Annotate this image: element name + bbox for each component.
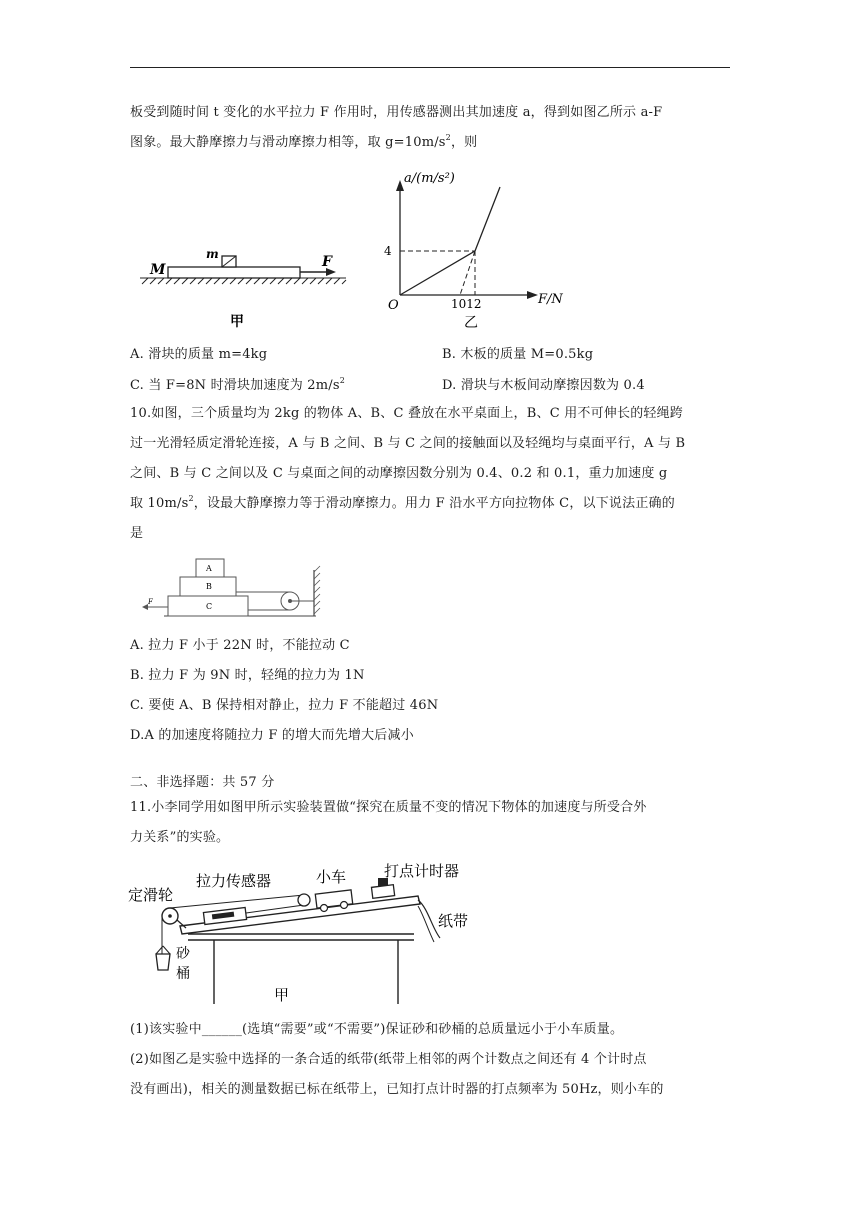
q10-text-line2: 过一光滑轻质定滑轮连接，A 与 B 之间、B 与 C 之间的接触面以及轻绳均与桌面平行，A 与 B bbox=[130, 436, 686, 451]
caption-yi: 乙 bbox=[464, 315, 478, 331]
q9-option-d: D. 滑块与木板间动摩擦因数为 0.4 bbox=[442, 378, 645, 393]
q10-option-d: D.A 的加速度将随拉力 F 的增大而先增大后减小 bbox=[130, 728, 414, 743]
header-rule bbox=[130, 67, 730, 68]
q9-option-b: B. 木板的质量 M=0.5kg bbox=[442, 347, 594, 362]
q11-part2-line1: (2)如图乙是实验中选择的一条合适的纸带(纸带上相邻的两个计数点之间还有 4 个计时点 bbox=[130, 1052, 647, 1067]
x-axis-label: F/N bbox=[538, 292, 563, 307]
label-b: B bbox=[206, 582, 212, 591]
label-a: A bbox=[206, 564, 212, 573]
label-pulley: 定滑轮 bbox=[128, 886, 174, 904]
q9-figure-jia bbox=[138, 238, 348, 342]
q9-text-line1: 板受到随时间 t 变化的水平拉力 F 作用时，用传感器测出其加速度 a，得到如图乙所示 a-F bbox=[130, 105, 663, 120]
x-ticks: 1012 bbox=[451, 297, 482, 311]
q10-option-b: B. 拉力 F 为 9N 时，轻绳的拉力为 1N bbox=[130, 668, 365, 683]
q10-option-a: A. 拉力 F 小于 22N 时，不能拉动 C bbox=[130, 638, 350, 653]
label-m: m bbox=[206, 247, 219, 261]
timer bbox=[371, 885, 394, 899]
label-cart: 小车 bbox=[316, 868, 347, 886]
q9-option-c: C. 当 F=8N 时滑块加速度为 $2m/s^2$ bbox=[130, 376, 346, 393]
q10-text-line5: 是 bbox=[130, 526, 144, 541]
paper-tape bbox=[418, 900, 440, 938]
section-heading: 二、非选择题：共 57 分 bbox=[130, 775, 275, 790]
y-tick-4: 4 bbox=[384, 244, 392, 258]
sand-bucket bbox=[156, 954, 170, 970]
q10-figure bbox=[140, 552, 330, 626]
label-M: M bbox=[150, 262, 166, 278]
label-bucket: 桶 bbox=[176, 966, 190, 982]
label-c: C bbox=[206, 602, 213, 611]
y-axis-label: a/(m/s²) bbox=[404, 171, 455, 186]
caption-jia: 甲 bbox=[230, 314, 244, 330]
q10-text-line1: 10.如图，三个质量均为 2kg 的物体 A、B、C 叠放在水平桌面上，B、C 用不可伸长的轻绳跨 bbox=[130, 406, 683, 421]
q10-option-c: C. 要使 A、B 保持相对静止，拉力 F 不能超过 46N bbox=[130, 698, 439, 713]
label-timer: 打点计时器 bbox=[384, 862, 460, 880]
label-f: F bbox=[148, 598, 153, 606]
q11-text-line1: 11.小李同学用如图甲所示实验装置做“探究在质量不变的情况下物体的加速度与所受合外 bbox=[130, 800, 647, 815]
q9-option-a: A. 滑块的质量 m=4kg bbox=[130, 347, 268, 362]
q11-text-line2: 力关系”的实验。 bbox=[130, 830, 230, 845]
q9-figure-yi bbox=[378, 165, 598, 339]
board bbox=[168, 267, 300, 278]
label-sensor: 拉力传感器 bbox=[196, 872, 272, 890]
q9-text-line2: 图象。最大静摩擦力与滑动摩擦力相等，取 $g=10m/s^2$，则 bbox=[130, 133, 478, 150]
q11-figure-jia bbox=[128, 858, 488, 1012]
label-F: F bbox=[322, 254, 332, 270]
ground-hatch bbox=[140, 278, 346, 284]
q11-part1: (1)该实验中______(选填“需要”或“不需要”)保证砂和砂桶的总质量远小于小车质量。 bbox=[130, 1022, 624, 1037]
label-tape: 纸带 bbox=[438, 912, 469, 930]
origin-label: O bbox=[388, 298, 399, 313]
caption-jia: 甲 bbox=[274, 986, 290, 1004]
q10-text-line3: 之间、B 与 C 之间以及 C 与桌面之间的动摩擦因数分别为 0.4、0.2 和 0.1，重力加速度 g bbox=[130, 466, 668, 481]
q11-part2-line2: 没有画出)，相关的测量数据已标在纸带上，已知打点计时器的打点频率为 50Hz，则小车的 bbox=[130, 1082, 664, 1097]
label-sand: 砂 bbox=[176, 946, 190, 962]
q10-text-line4: 取 $10m/s^2$，设最大静摩擦力等于滑动摩擦力。用力 F 沿水平方向拉物体 C，以下说法正确的 bbox=[130, 494, 675, 511]
